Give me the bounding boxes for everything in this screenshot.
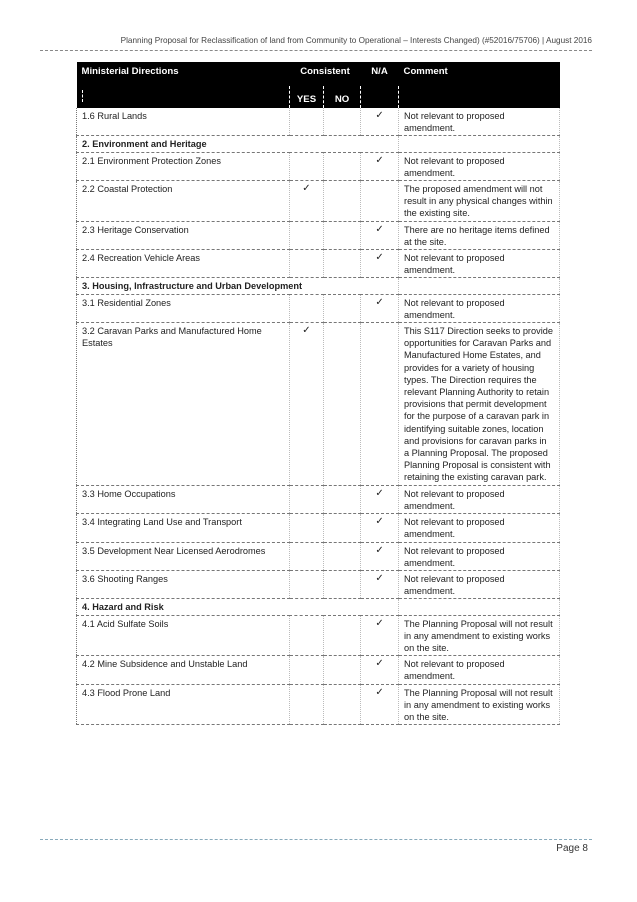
header-no: NO xyxy=(324,86,361,108)
comment-cell: The Planning Proposal will not result in any amendment to existing works on the site. xyxy=(399,615,560,656)
consistent-no-cell xyxy=(324,570,361,598)
direction-cell: 2.2 Coastal Protection xyxy=(77,181,290,222)
na-cell: ✓ xyxy=(361,684,399,725)
consistent-yes-cell xyxy=(290,108,324,136)
na-cell: ✓ xyxy=(361,294,399,322)
comment-cell: Not relevant to proposed amendment. xyxy=(399,294,560,322)
header-sub-blank-comment xyxy=(399,86,560,108)
table-row xyxy=(77,570,560,598)
consistent-no-cell xyxy=(324,514,361,542)
consistent-yes-cell xyxy=(290,221,324,249)
header-na: N/A xyxy=(361,62,399,86)
footer-divider xyxy=(40,839,592,840)
comment-cell: The Planning Proposal will not result in any amendment to existing works on the site. xyxy=(399,684,560,725)
consistent-yes-cell: ✓ xyxy=(290,323,324,486)
consistent-no-cell xyxy=(324,181,361,222)
section-comment-blank xyxy=(399,136,560,152)
direction-cell: 3.3 Home Occupations xyxy=(77,485,290,513)
consistent-yes-cell xyxy=(290,514,324,542)
section-row xyxy=(77,136,560,152)
table-row xyxy=(77,656,560,684)
section-title: 4. Hazard and Risk xyxy=(77,599,399,615)
table-row xyxy=(77,152,560,180)
comment-cell: Not relevant to proposed amendment. xyxy=(399,656,560,684)
na-cell: ✓ xyxy=(361,485,399,513)
running-header: Planning Proposal for Reclassification of land from Community to Operational – Interests Changed) (#52016/75706) | August 2016 xyxy=(120,36,592,45)
direction-cell: 4.3 Flood Prone Land xyxy=(77,684,290,725)
comment-cell: Not relevant to proposed amendment. xyxy=(399,485,560,513)
table-row xyxy=(77,250,560,278)
table-row xyxy=(77,615,560,656)
table-row xyxy=(77,294,560,322)
consistent-no-cell xyxy=(324,615,361,656)
consistent-yes-cell xyxy=(290,656,324,684)
na-cell: ✓ xyxy=(361,514,399,542)
direction-cell: 3.6 Shooting Ranges xyxy=(77,570,290,598)
consistent-yes-cell xyxy=(290,250,324,278)
consistent-yes-cell xyxy=(290,485,324,513)
direction-cell: 1.6 Rural Lands xyxy=(77,108,290,136)
consistent-no-cell xyxy=(324,152,361,180)
direction-cell: 4.1 Acid Sulfate Soils xyxy=(77,615,290,656)
comment-cell: Not relevant to proposed amendment. xyxy=(399,514,560,542)
comment-cell: This S117 Direction seeks to provide opportunities for Caravan Parks and Manufactured Home Estates, and provides for a variety of housing types. The Direction requires the relevant Planning Authority to retain provisions that permit development for the purpose of a caravan park in identifying suitable zones, location and provisions for caravan parks in a Planning Proposal. The proposed Planning Proposal is consistent with retaining the existing caravan park. xyxy=(399,323,560,486)
consistent-no-cell xyxy=(324,108,361,136)
direction-cell: 3.5 Development Near Licensed Aerodromes xyxy=(77,542,290,570)
na-cell xyxy=(361,323,399,486)
consistent-no-cell xyxy=(324,485,361,513)
header-consistent: Consistent xyxy=(290,62,361,86)
consistent-yes-cell xyxy=(290,294,324,322)
comment-cell: Not relevant to proposed amendment. xyxy=(399,542,560,570)
consistent-no-cell xyxy=(324,684,361,725)
consistent-no-cell xyxy=(324,250,361,278)
direction-cell: 2.1 Environment Protection Zones xyxy=(77,152,290,180)
na-cell: ✓ xyxy=(361,570,399,598)
section-row xyxy=(77,278,560,294)
page-number: Page 8 xyxy=(556,843,588,854)
ministerial-directions-table xyxy=(76,62,560,725)
consistent-yes-cell xyxy=(290,152,324,180)
table-row xyxy=(77,684,560,725)
header-ministerial-directions: Ministerial Directions xyxy=(77,62,290,86)
comment-cell: Not relevant to proposed amendment. xyxy=(399,570,560,598)
direction-cell: 3.2 Caravan Parks and Manufactured Home Estates xyxy=(77,323,290,486)
na-cell xyxy=(361,181,399,222)
consistent-yes-cell xyxy=(290,684,324,725)
section-comment-blank xyxy=(399,599,560,615)
section-title: 2. Environment and Heritage xyxy=(77,136,399,152)
na-cell: ✓ xyxy=(361,250,399,278)
header-sub-blank xyxy=(77,86,290,108)
consistent-yes-cell: ✓ xyxy=(290,181,324,222)
na-cell: ✓ xyxy=(361,542,399,570)
header-comment: Comment xyxy=(399,62,560,86)
direction-cell: 3.4 Integrating Land Use and Transport xyxy=(77,514,290,542)
table-row xyxy=(77,323,560,486)
header-divider xyxy=(40,50,592,51)
direction-cell: 4.2 Mine Subsidence and Unstable Land xyxy=(77,656,290,684)
comment-cell: Not relevant to proposed amendment. xyxy=(399,250,560,278)
consistent-no-cell xyxy=(324,221,361,249)
comment-cell: There are no heritage items defined at the site. xyxy=(399,221,560,249)
consistent-yes-cell xyxy=(290,542,324,570)
section-comment-blank xyxy=(399,278,560,294)
comment-cell: Not relevant to proposed amendment. xyxy=(399,152,560,180)
table-row xyxy=(77,542,560,570)
table-row xyxy=(77,181,560,222)
na-cell: ✓ xyxy=(361,152,399,180)
consistent-yes-cell xyxy=(290,615,324,656)
direction-cell: 2.4 Recreation Vehicle Areas xyxy=(77,250,290,278)
header-sub-blank-na xyxy=(361,86,399,108)
na-cell: ✓ xyxy=(361,108,399,136)
consistent-no-cell xyxy=(324,656,361,684)
consistent-no-cell xyxy=(324,542,361,570)
section-row xyxy=(77,599,560,615)
na-cell: ✓ xyxy=(361,221,399,249)
direction-cell: 2.3 Heritage Conservation xyxy=(77,221,290,249)
header-yes: YES xyxy=(290,86,324,108)
na-cell: ✓ xyxy=(361,615,399,656)
consistent-yes-cell xyxy=(290,570,324,598)
table-row xyxy=(77,485,560,513)
consistent-no-cell xyxy=(324,323,361,486)
direction-cell: 3.1 Residential Zones xyxy=(77,294,290,322)
section-title: 3. Housing, Infrastructure and Urban Development xyxy=(77,278,399,294)
table-row xyxy=(77,514,560,542)
comment-cell: The proposed amendment will not result in any physical changes within the existing site. xyxy=(399,181,560,222)
table-row xyxy=(77,108,560,136)
consistent-no-cell xyxy=(324,294,361,322)
table-row xyxy=(77,221,560,249)
na-cell: ✓ xyxy=(361,656,399,684)
comment-cell: Not relevant to proposed amendment. xyxy=(399,108,560,136)
